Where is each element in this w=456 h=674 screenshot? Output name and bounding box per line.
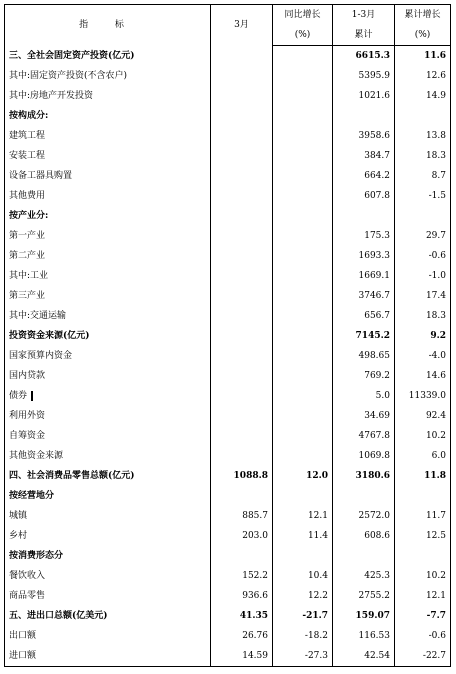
yoy-growth-value bbox=[273, 86, 333, 106]
row-label-text: 其中:房地产开发投资 bbox=[9, 91, 94, 101]
row-label-text: 设备工器具购置 bbox=[9, 171, 73, 181]
cumulative-growth-value: 11.6 bbox=[395, 46, 451, 67]
yoy-growth-value: 12.0 bbox=[273, 466, 333, 486]
row-label-text: 三、全社会固定资产投资(亿元) bbox=[9, 50, 135, 61]
row-label bbox=[5, 466, 211, 486]
march-value: 1088.8 bbox=[211, 466, 273, 486]
row-label-text: 第二产业 bbox=[9, 251, 46, 261]
cumulative-value: 656.7 bbox=[333, 306, 395, 326]
table-row bbox=[5, 166, 451, 186]
yoy-growth-value: 12.1 bbox=[273, 506, 333, 526]
cumulative-growth-value: 12.5 bbox=[395, 526, 451, 546]
cumulative-growth-value: 92.4 bbox=[395, 406, 451, 426]
row-label-text: 四、社会消费品零售总额(亿元) bbox=[9, 471, 135, 481]
table-row bbox=[5, 266, 451, 286]
table-row bbox=[5, 286, 451, 306]
row-label bbox=[5, 366, 211, 386]
row-label-text: 第三产业 bbox=[9, 291, 46, 301]
row-label bbox=[5, 326, 211, 346]
cumulative-growth-value: 11.7 bbox=[395, 506, 451, 526]
cumulative-value: 608.6 bbox=[333, 526, 395, 546]
row-label bbox=[5, 246, 211, 266]
row-label-text: 按构成分: bbox=[9, 111, 49, 121]
cumulative-value: 5.0 bbox=[333, 386, 395, 406]
row-label bbox=[5, 586, 211, 606]
cumulative-growth-value: 10.2 bbox=[395, 566, 451, 586]
row-label-text: 其他费用 bbox=[9, 191, 46, 201]
yoy-growth-value bbox=[273, 386, 333, 406]
cumulative-value: 3958.6 bbox=[333, 126, 395, 146]
cumulative-growth-value: 14.6 bbox=[395, 366, 451, 386]
table-row bbox=[5, 446, 451, 466]
row-label bbox=[5, 126, 211, 146]
yoy-growth-value: -21.7 bbox=[273, 606, 333, 626]
table-row bbox=[5, 406, 451, 426]
table-row bbox=[5, 366, 451, 386]
yoy-growth-value: -18.2 bbox=[273, 626, 333, 646]
yoy-growth-value bbox=[273, 266, 333, 286]
table-row bbox=[5, 606, 451, 626]
cumulative-value: 116.53 bbox=[333, 626, 395, 646]
cumulative-value: 1069.8 bbox=[333, 446, 395, 466]
yoy-growth-value bbox=[273, 246, 333, 266]
cumulative-growth-value: 18.3 bbox=[395, 146, 451, 166]
march-value bbox=[211, 326, 273, 346]
row-label-text: 按经营地分 bbox=[9, 491, 55, 501]
row-label bbox=[5, 306, 211, 326]
cumulative-value bbox=[333, 206, 395, 226]
march-value bbox=[211, 66, 273, 86]
march-value bbox=[211, 226, 273, 246]
cumulative-value: 42.54 bbox=[333, 646, 395, 667]
row-label bbox=[5, 646, 211, 667]
row-label-text: 其中:交通运输 bbox=[9, 311, 67, 321]
cumulative-growth-value bbox=[395, 546, 451, 566]
march-value bbox=[211, 386, 273, 406]
cumulative-value: 664.2 bbox=[333, 166, 395, 186]
row-label bbox=[5, 86, 211, 106]
header-indicator: 指 标 bbox=[5, 5, 211, 46]
table-row bbox=[5, 226, 451, 246]
header-jan-mar-line2: 累计 bbox=[333, 25, 395, 46]
row-label bbox=[5, 566, 211, 586]
table-row bbox=[5, 206, 451, 226]
yoy-growth-value: -27.3 bbox=[273, 646, 333, 667]
march-value bbox=[211, 286, 273, 306]
yoy-growth-value bbox=[273, 366, 333, 386]
table-row bbox=[5, 146, 451, 166]
yoy-growth-value bbox=[273, 486, 333, 506]
table-row bbox=[5, 106, 451, 126]
cumulative-growth-value: -0.6 bbox=[395, 246, 451, 266]
march-value bbox=[211, 306, 273, 326]
table-row bbox=[5, 186, 451, 206]
table-row bbox=[5, 486, 451, 506]
yoy-growth-value bbox=[273, 126, 333, 146]
yoy-growth-value: 12.2 bbox=[273, 586, 333, 606]
march-value: 14.59 bbox=[211, 646, 273, 667]
cumulative-value: 1021.6 bbox=[333, 86, 395, 106]
march-value bbox=[211, 546, 273, 566]
cumulative-growth-value: 6.0 bbox=[395, 446, 451, 466]
row-label bbox=[5, 386, 211, 406]
cumulative-value: 1693.3 bbox=[333, 246, 395, 266]
row-label-text: 出口额 bbox=[9, 631, 37, 641]
table-row bbox=[5, 526, 451, 546]
yoy-growth-value bbox=[273, 286, 333, 306]
row-label-text: 第一产业 bbox=[9, 231, 46, 241]
header-yoy-line2: (%) bbox=[273, 25, 333, 46]
cumulative-value: 34.69 bbox=[333, 406, 395, 426]
march-value bbox=[211, 46, 273, 67]
cumulative-value: 5395.9 bbox=[333, 66, 395, 86]
row-label-text: 进口额 bbox=[9, 651, 37, 661]
row-label bbox=[5, 346, 211, 366]
row-label bbox=[5, 186, 211, 206]
row-label bbox=[5, 46, 211, 67]
march-value bbox=[211, 346, 273, 366]
march-value: 152.2 bbox=[211, 566, 273, 586]
cumulative-growth-value: -22.7 bbox=[395, 646, 451, 667]
yoy-growth-value bbox=[273, 46, 333, 67]
cumulative-value: 1669.1 bbox=[333, 266, 395, 286]
statistics-table bbox=[4, 4, 451, 667]
cumulative-growth-value: 12.1 bbox=[395, 586, 451, 606]
yoy-growth-value bbox=[273, 426, 333, 446]
march-value bbox=[211, 426, 273, 446]
table-row bbox=[5, 46, 451, 67]
march-value: 26.76 bbox=[211, 626, 273, 646]
march-value bbox=[211, 206, 273, 226]
table-row bbox=[5, 346, 451, 366]
march-value bbox=[211, 366, 273, 386]
row-label-text: 其中:工业 bbox=[9, 271, 49, 281]
march-value bbox=[211, 266, 273, 286]
yoy-growth-value bbox=[273, 146, 333, 166]
march-value bbox=[211, 166, 273, 186]
row-label-text: 五、进出口总额(亿美元) bbox=[9, 611, 108, 621]
row-label-text: 商品零售 bbox=[9, 591, 46, 601]
row-label-text: 城镇 bbox=[9, 511, 28, 521]
row-label bbox=[5, 206, 211, 226]
row-label bbox=[5, 406, 211, 426]
yoy-growth-value: 10.4 bbox=[273, 566, 333, 586]
row-label bbox=[5, 106, 211, 126]
yoy-growth-value bbox=[273, 546, 333, 566]
cumulative-value: 175.3 bbox=[333, 226, 395, 246]
yoy-growth-value bbox=[273, 346, 333, 366]
row-label-text: 其他资金来源 bbox=[9, 451, 64, 461]
yoy-growth-value bbox=[273, 326, 333, 346]
yoy-growth-value bbox=[273, 206, 333, 226]
table-row bbox=[5, 646, 451, 667]
row-label bbox=[5, 526, 211, 546]
cumulative-value: 498.65 bbox=[333, 346, 395, 366]
table-row bbox=[5, 426, 451, 446]
cumulative-growth-value: -0.6 bbox=[395, 626, 451, 646]
cumulative-growth-value: 14.9 bbox=[395, 86, 451, 106]
march-value bbox=[211, 146, 273, 166]
march-value bbox=[211, 126, 273, 146]
row-label-text: 国家预算内资金 bbox=[9, 351, 73, 361]
march-value bbox=[211, 86, 273, 106]
cumulative-value: 4767.8 bbox=[333, 426, 395, 446]
header-yoy-line1: 同比增长 bbox=[273, 5, 333, 26]
cumulative-value bbox=[333, 486, 395, 506]
cumulative-growth-value: 11339.0 bbox=[395, 386, 451, 406]
row-label-text: 安装工程 bbox=[9, 151, 46, 161]
header-cum-line2: (%) bbox=[395, 25, 451, 46]
cumulative-growth-value: -1.0 bbox=[395, 266, 451, 286]
table-header bbox=[5, 5, 451, 46]
text-cursor-icon bbox=[31, 391, 33, 401]
row-label bbox=[5, 266, 211, 286]
cumulative-growth-value: -1.5 bbox=[395, 186, 451, 206]
row-label-text: 其中:固定资产投资(不含农户) bbox=[9, 71, 128, 81]
cumulative-growth-value bbox=[395, 206, 451, 226]
cumulative-value: 425.3 bbox=[333, 566, 395, 586]
row-label-text: 餐饮收入 bbox=[9, 571, 46, 581]
cumulative-growth-value: 12.6 bbox=[395, 66, 451, 86]
table-row bbox=[5, 566, 451, 586]
march-value bbox=[211, 106, 273, 126]
row-label bbox=[5, 426, 211, 446]
cumulative-value: 7145.2 bbox=[333, 326, 395, 346]
row-label-text: 按产业分: bbox=[9, 211, 49, 221]
row-label bbox=[5, 486, 211, 506]
row-label bbox=[5, 446, 211, 466]
cumulative-value bbox=[333, 546, 395, 566]
table-row bbox=[5, 586, 451, 606]
yoy-growth-value bbox=[273, 406, 333, 426]
header-jan-mar-line1: 1-3月 bbox=[333, 5, 395, 26]
cumulative-value: 3180.6 bbox=[333, 466, 395, 486]
cumulative-growth-value: -7.7 bbox=[395, 606, 451, 626]
table-body bbox=[5, 46, 451, 667]
table-row bbox=[5, 386, 451, 406]
cumulative-growth-value: 29.7 bbox=[395, 226, 451, 246]
table-row bbox=[5, 326, 451, 346]
table-row bbox=[5, 506, 451, 526]
cumulative-growth-value: 8.7 bbox=[395, 166, 451, 186]
march-value: 41.35 bbox=[211, 606, 273, 626]
row-label bbox=[5, 166, 211, 186]
table-row bbox=[5, 466, 451, 486]
row-label-text: 乡村 bbox=[9, 531, 28, 541]
march-value bbox=[211, 486, 273, 506]
cumulative-value: 2755.2 bbox=[333, 586, 395, 606]
header-cum-line1: 累计增长 bbox=[395, 5, 451, 26]
cumulative-growth-value: -4.0 bbox=[395, 346, 451, 366]
yoy-growth-value bbox=[273, 226, 333, 246]
header-march: 3月 bbox=[211, 5, 273, 46]
cumulative-growth-value bbox=[395, 106, 451, 126]
cumulative-growth-value bbox=[395, 486, 451, 506]
row-label bbox=[5, 626, 211, 646]
row-label-text: 债券 bbox=[9, 391, 28, 401]
cumulative-growth-value: 10.2 bbox=[395, 426, 451, 446]
row-label bbox=[5, 66, 211, 86]
cumulative-value: 159.07 bbox=[333, 606, 395, 626]
march-value: 203.0 bbox=[211, 526, 273, 546]
cumulative-growth-value: 13.8 bbox=[395, 126, 451, 146]
march-value bbox=[211, 406, 273, 426]
table-row bbox=[5, 626, 451, 646]
row-label-text: 自筹资金 bbox=[9, 431, 46, 441]
cumulative-growth-value: 11.8 bbox=[395, 466, 451, 486]
row-label-text: 国内贷款 bbox=[9, 371, 46, 381]
table-row bbox=[5, 126, 451, 146]
yoy-growth-value bbox=[273, 306, 333, 326]
row-label-text: 按消费形态分 bbox=[9, 551, 64, 561]
cumulative-value: 384.7 bbox=[333, 146, 395, 166]
yoy-growth-value bbox=[273, 66, 333, 86]
table-row bbox=[5, 306, 451, 326]
cumulative-value: 3746.7 bbox=[333, 286, 395, 306]
cumulative-growth-value: 17.4 bbox=[395, 286, 451, 306]
yoy-growth-value bbox=[273, 166, 333, 186]
cumulative-growth-value: 18.3 bbox=[395, 306, 451, 326]
march-value bbox=[211, 246, 273, 266]
march-value bbox=[211, 186, 273, 206]
row-label bbox=[5, 286, 211, 306]
row-label bbox=[5, 146, 211, 166]
yoy-growth-value bbox=[273, 186, 333, 206]
row-label bbox=[5, 226, 211, 246]
cumulative-value: 6615.3 bbox=[333, 46, 395, 67]
table-row bbox=[5, 66, 451, 86]
row-label bbox=[5, 506, 211, 526]
yoy-growth-value bbox=[273, 106, 333, 126]
row-label-text: 利用外资 bbox=[9, 411, 46, 421]
table-row bbox=[5, 86, 451, 106]
row-label-text: 建筑工程 bbox=[9, 131, 46, 141]
cumulative-value: 769.2 bbox=[333, 366, 395, 386]
row-label bbox=[5, 546, 211, 566]
yoy-growth-value bbox=[273, 446, 333, 466]
march-value: 936.6 bbox=[211, 586, 273, 606]
row-label-text: 投资资金来源(亿元) bbox=[9, 331, 90, 341]
cumulative-value: 607.8 bbox=[333, 186, 395, 206]
row-label bbox=[5, 606, 211, 626]
table-row bbox=[5, 546, 451, 566]
cumulative-growth-value: 9.2 bbox=[395, 326, 451, 346]
march-value: 885.7 bbox=[211, 506, 273, 526]
yoy-growth-value: 11.4 bbox=[273, 526, 333, 546]
table-row bbox=[5, 246, 451, 266]
cumulative-value: 2572.0 bbox=[333, 506, 395, 526]
march-value bbox=[211, 446, 273, 466]
cumulative-value bbox=[333, 106, 395, 126]
